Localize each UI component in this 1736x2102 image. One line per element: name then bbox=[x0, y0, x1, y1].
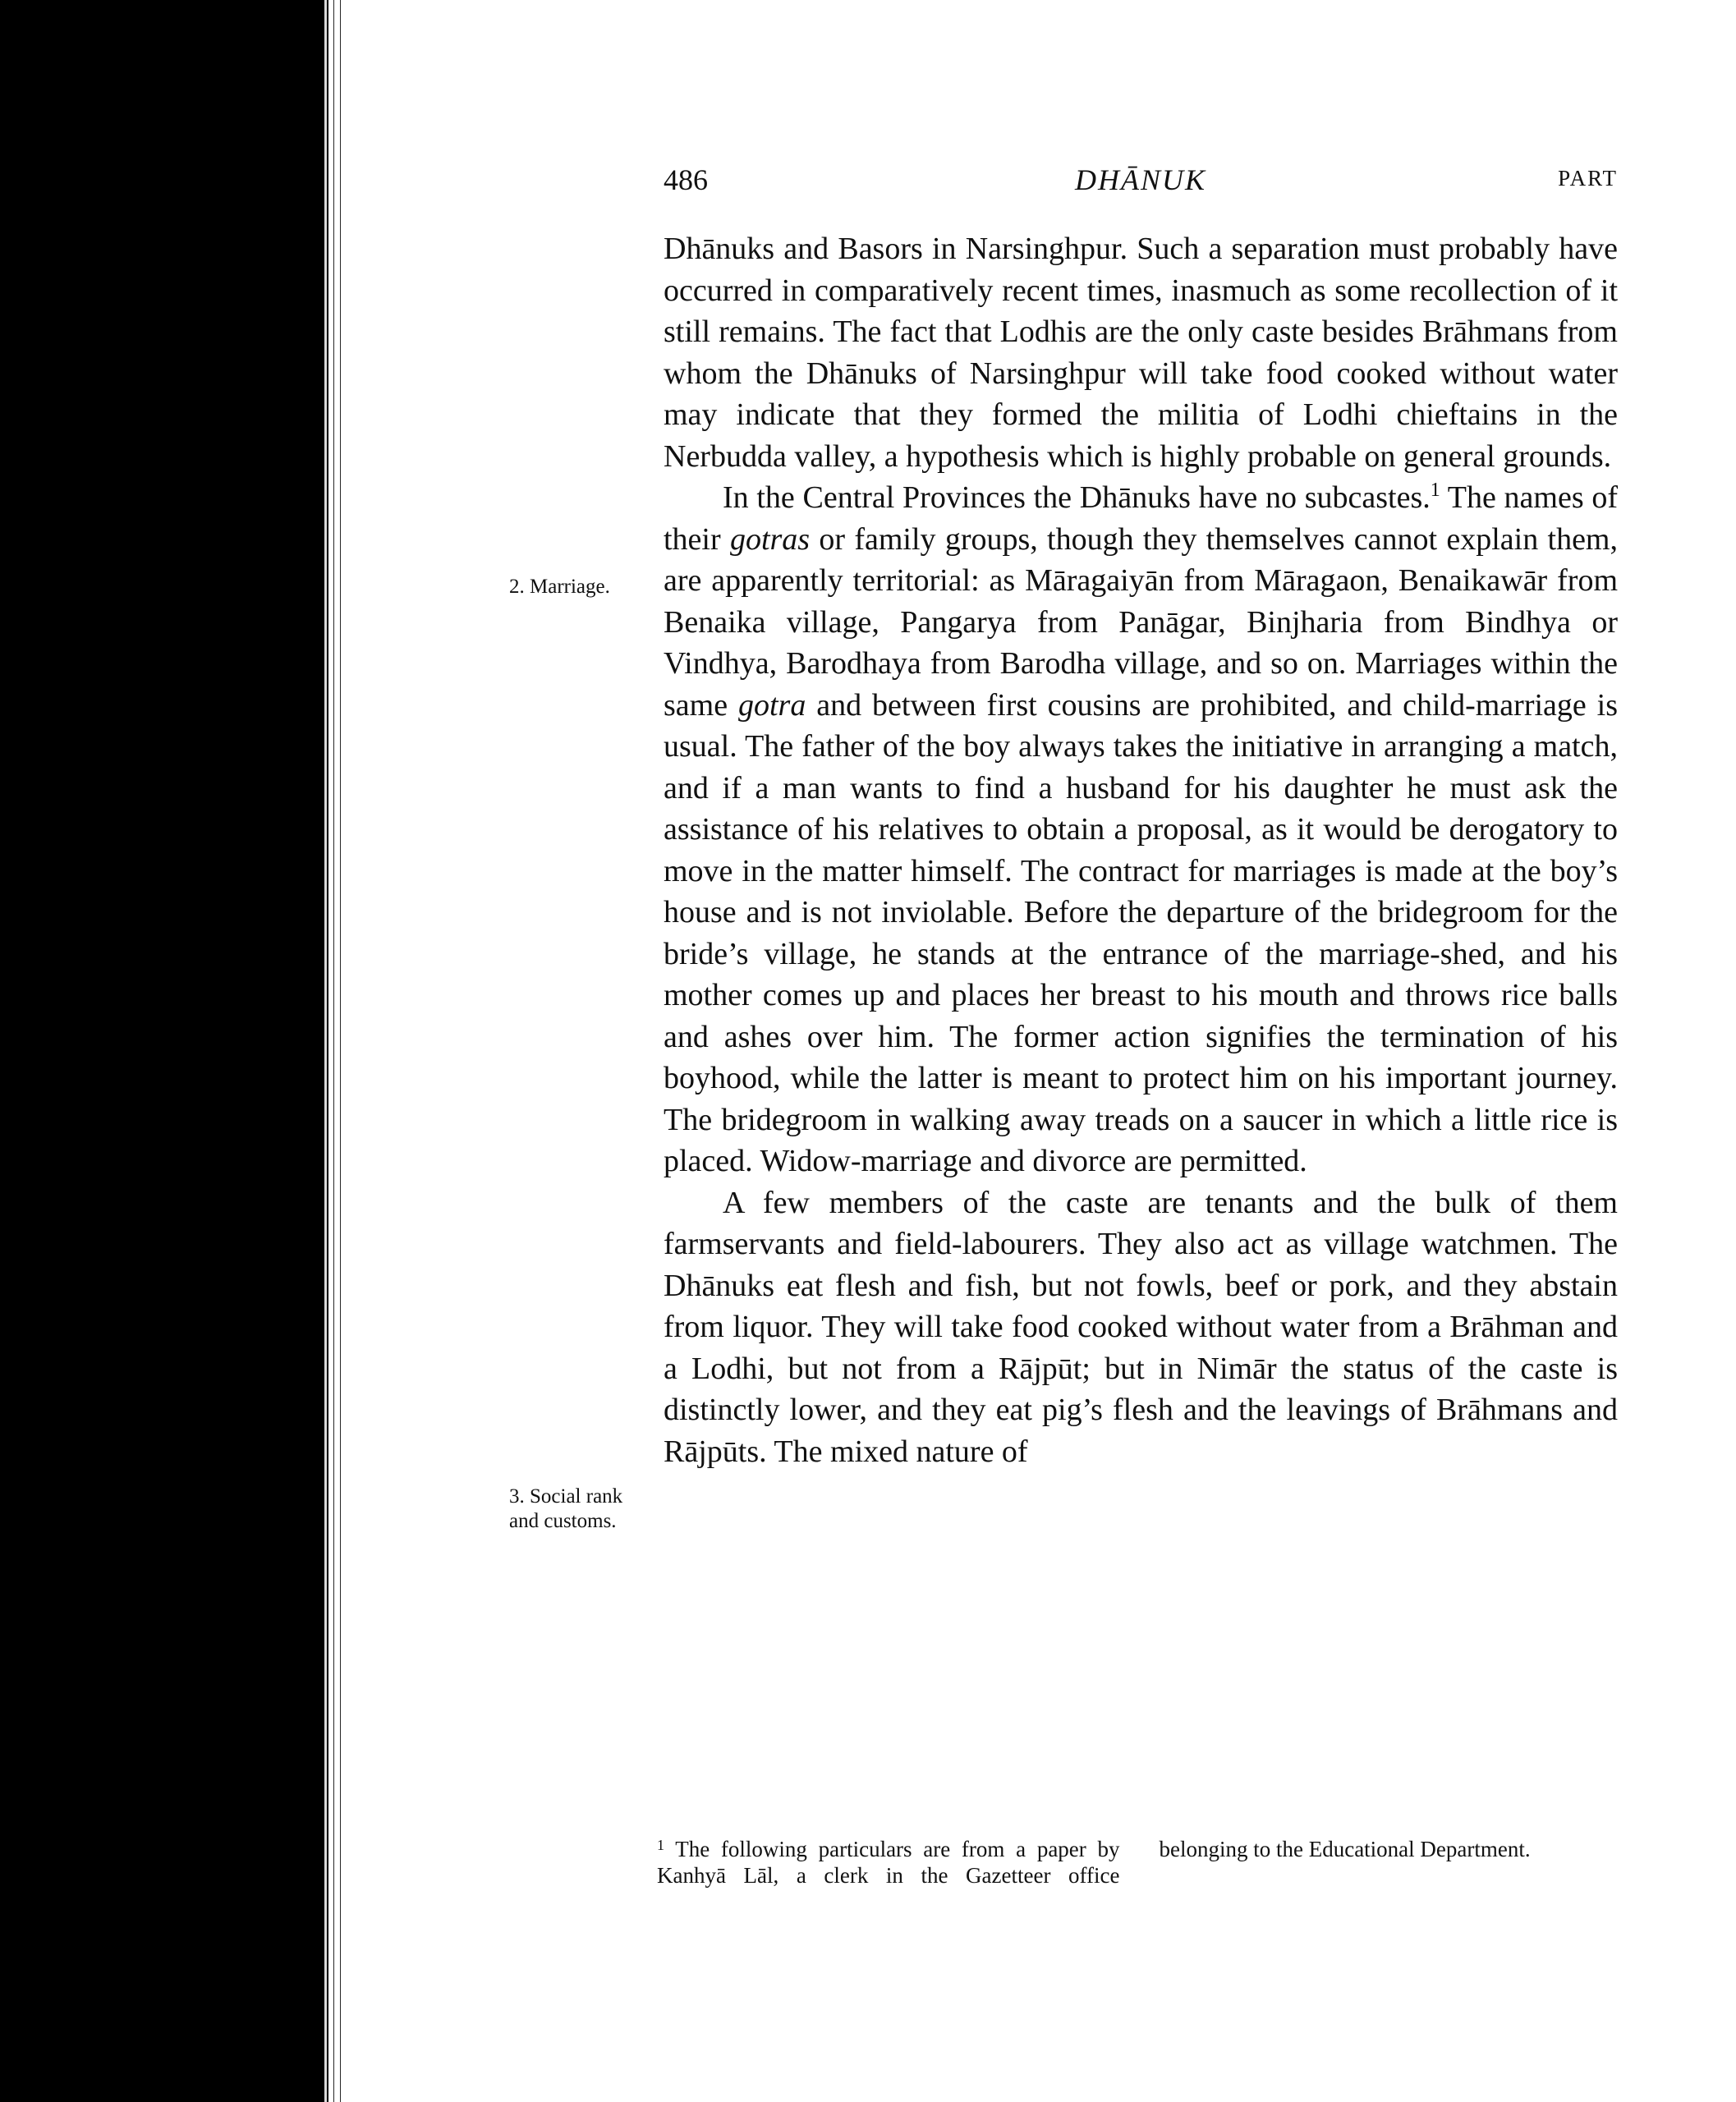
term-gotra: gotra bbox=[737, 687, 806, 723]
part-label: PART bbox=[1558, 166, 1618, 190]
term-gotras: gotras bbox=[729, 521, 811, 557]
sidenote-marriage: 2. Marriage. bbox=[509, 576, 610, 598]
marriage-text-c: or family groups, though they themselves cannot explain them, are apparently territorial: as Māragaiyān from Māragaon, Benaikawār from Benaika village, Pangarya from Panāgar, Binjharia from Bindhya or Vindhya, Barodhaya from Barodha village, and so on. Marriages within the same bbox=[664, 521, 1618, 723]
footnote-text: The following particulars are from a paper by Kanhyā Lāl, a clerk in the Gazetteer office belonging to the Educational Department. bbox=[657, 1837, 1531, 1888]
binding-gutter-lines bbox=[322, 0, 355, 2102]
sidenote-social-rank: 3. Social rank and customs. bbox=[509, 1485, 623, 1532]
main-text bbox=[664, 228, 1618, 1472]
page-number: 486 bbox=[664, 163, 708, 196]
footnote bbox=[657, 1836, 1622, 1889]
paragraph-social-rank: A few members of the caste are tenants and the bulk of them farmservants and field-labourers. They also act as village watchmen. The Dhānuks eat flesh and fish, but not fowls, beef or pork, and they abstain from liquor. They will take food cooked without water from a Brāhman and a Lodhi, but not from a Rājpūt; but in Nimār the status of the caste is distinctly lower, and they eat pig’s flesh and the leavings of Brāhmans and Rājpūts. The mixed nature of bbox=[664, 1185, 1618, 1469]
marriage-text-d: and between first cousins are prohibited, and child-marriage is usual. The father of the boy always takes the initiative in arranging a match, and if a man wants to find a husband for his daughter he must ask the assistance of his relatives to obtain a proposal, as it would be derogatory to move in the matter himself. The contract for marriages is made at the boy’s house and is not inviolable. Before the departure of the bridegroom for the bride’s village, he stands at the entrance of the marriage-shed, and his mother comes up and places her breast to his mouth and throws rice balls and ashes over him. The former action signifies the termination of his boyhood, while the latter is meant to protect him on his important journey. The bridegroom in walking away treads on a saucer in which a little rice is placed. Widow-marriage and divorce are permitted. bbox=[664, 687, 1619, 1178]
paragraph-marriage bbox=[664, 477, 1618, 1182]
marriage-text-b: The names of their bbox=[664, 480, 1619, 557]
footnote-marker: 1 bbox=[657, 1837, 664, 1853]
paragraph-narsinghpur: Dhānuks and Basors in Narsinghpur. Such a separation must probably have occurred in comparatively recent times, inasmuch as some recollection of it still remains. The fact that Lodhis are the only caste besides Brāhmans from whom the Dhānuks of Narsinghpur will take food cooked without water may indicate that they formed the militia of Lodhi chieftains in the Nerbudda valley, a hypothesis which is highly probable on general grounds. bbox=[664, 232, 1618, 474]
marriage-text-a: In the Central Provinces the Dhānuks have no subcastes. bbox=[723, 480, 1431, 515]
footnote-ref: 1 bbox=[1430, 480, 1440, 501]
page-header bbox=[664, 163, 1618, 212]
running-title: DHĀNUK bbox=[1074, 163, 1206, 196]
book-binding-edge bbox=[0, 0, 328, 2102]
